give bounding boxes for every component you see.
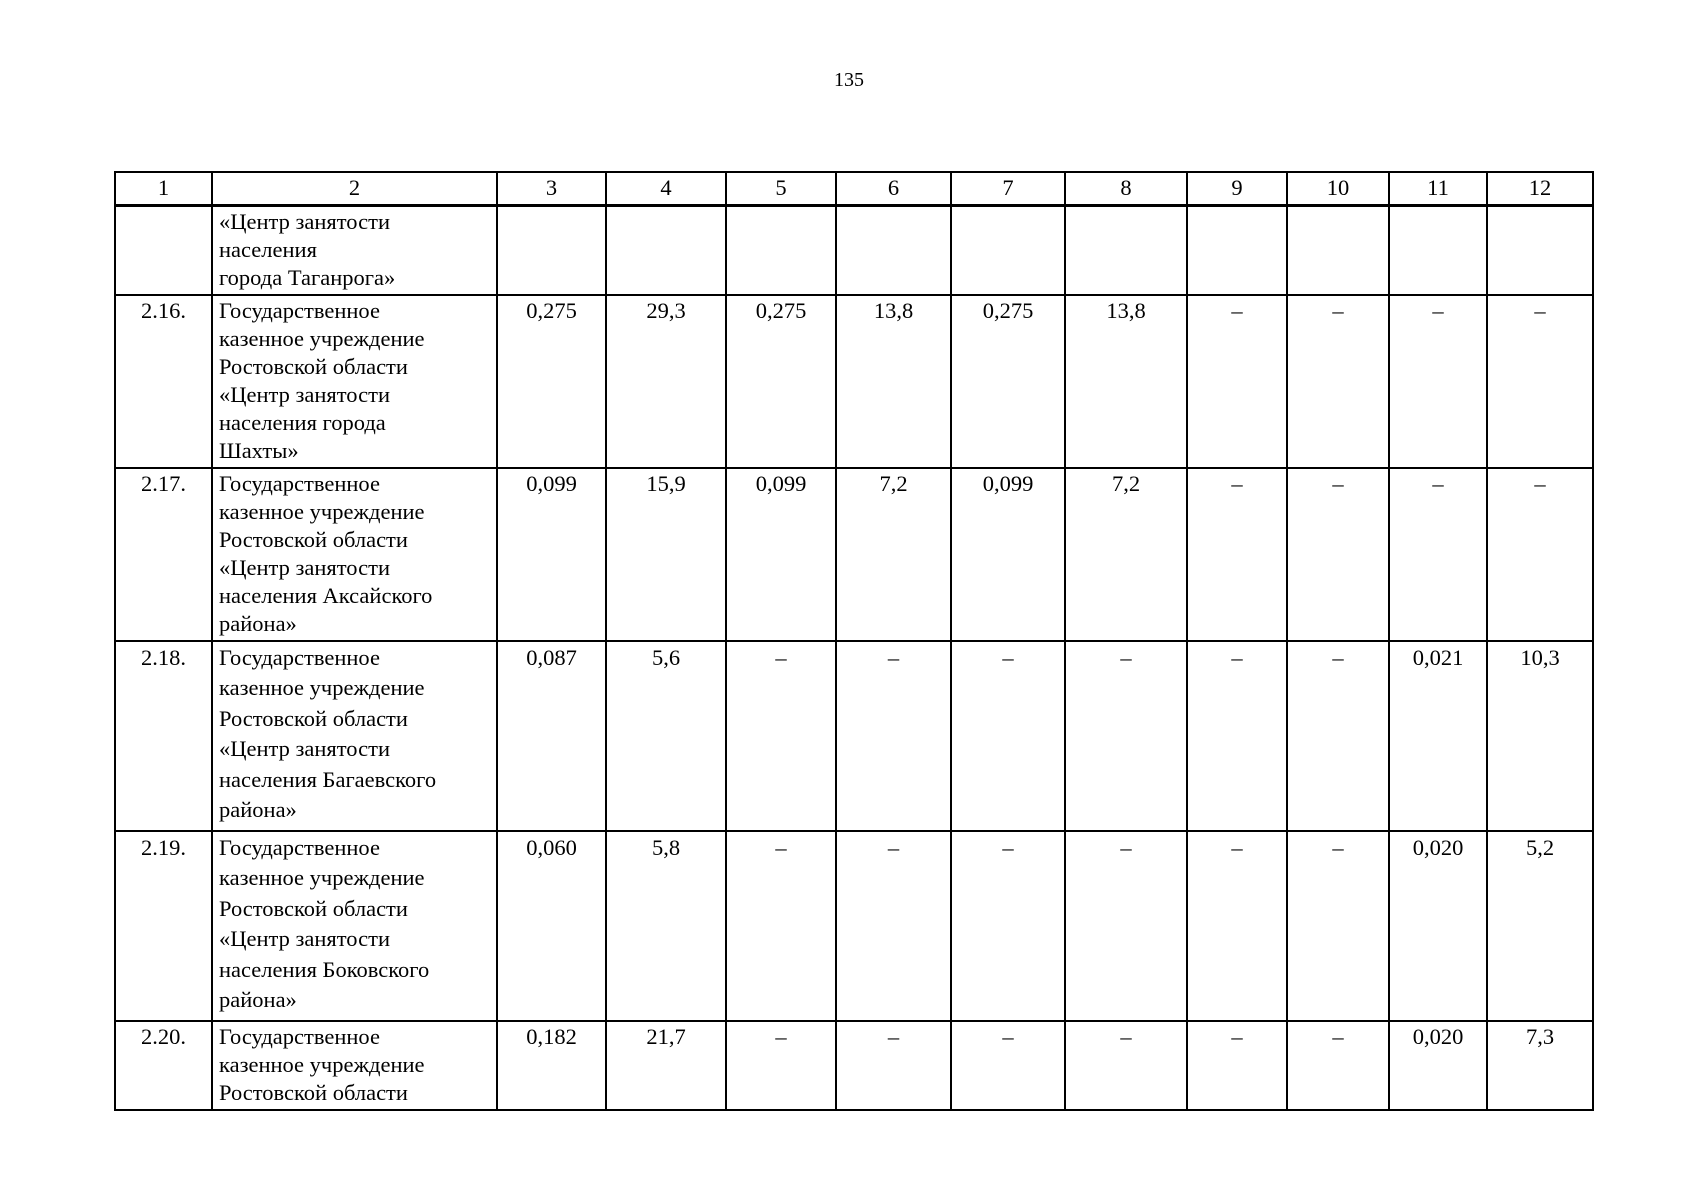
cell-col-8: 13,8: [1065, 295, 1187, 468]
column-number-row: [115, 172, 1593, 206]
cell-col-12: –: [1487, 468, 1593, 641]
column-header-4: 4: [606, 172, 726, 206]
cell-col-4: 21,7: [606, 1021, 726, 1110]
cell-col-3: 0,182: [497, 1021, 606, 1110]
column-header-2: 2: [212, 172, 497, 206]
column-header-8: 8: [1065, 172, 1187, 206]
cell-col-9: –: [1187, 641, 1287, 831]
cell-col-4: 15,9: [606, 468, 726, 641]
cell-col-8: –: [1065, 641, 1187, 831]
cell-col-3: 0,060: [497, 831, 606, 1021]
table-row: [115, 295, 1593, 468]
cell-col-11: 0,020: [1389, 831, 1487, 1021]
cell-col-7: –: [951, 831, 1065, 1021]
cell-col-12: 10,3: [1487, 641, 1593, 831]
table-row: [115, 831, 1593, 1021]
cell-col-5: 0,099: [726, 468, 836, 641]
cell-col-4: 5,6: [606, 641, 726, 831]
table-header: [115, 172, 1593, 206]
cell-col-10: –: [1287, 641, 1389, 831]
data-table: [114, 171, 1594, 1111]
cell-col-10: –: [1287, 468, 1389, 641]
column-header-9: 9: [1187, 172, 1287, 206]
column-header-10: 10: [1287, 172, 1389, 206]
column-header-5: 5: [726, 172, 836, 206]
cell-col-6: [836, 206, 951, 295]
cell-col-7: [951, 206, 1065, 295]
cell-col-3: 0,099: [497, 468, 606, 641]
cell-col-7: –: [951, 1021, 1065, 1110]
row-number: [115, 206, 212, 295]
cell-col-5: [726, 206, 836, 295]
table-row: [115, 468, 1593, 641]
row-number: 2.19.: [115, 831, 212, 1021]
cell-col-9: –: [1187, 468, 1287, 641]
cell-col-5: 0,275: [726, 295, 836, 468]
cell-col-12: 7,3: [1487, 1021, 1593, 1110]
cell-col-12: 5,2: [1487, 831, 1593, 1021]
cell-col-6: –: [836, 831, 951, 1021]
institution-name: Государственное казенное учреждение Ростовской области «Центр занятости населения Багаевского района»: [212, 641, 497, 831]
cell-col-5: –: [726, 1021, 836, 1110]
cell-col-11: –: [1389, 295, 1487, 468]
cell-col-6: –: [836, 1021, 951, 1110]
column-header-1: 1: [115, 172, 212, 206]
column-header-11: 11: [1389, 172, 1487, 206]
row-number: 2.18.: [115, 641, 212, 831]
cell-col-6: 13,8: [836, 295, 951, 468]
cell-col-5: –: [726, 831, 836, 1021]
table-row: [115, 1021, 1593, 1110]
cell-col-11: –: [1389, 468, 1487, 641]
cell-col-10: [1287, 206, 1389, 295]
column-header-7: 7: [951, 172, 1065, 206]
column-header-12: 12: [1487, 172, 1593, 206]
column-header-3: 3: [497, 172, 606, 206]
cell-col-3: 0,275: [497, 295, 606, 468]
cell-col-4: [606, 206, 726, 295]
cell-col-12: [1487, 206, 1593, 295]
cell-col-5: –: [726, 641, 836, 831]
cell-col-11: [1389, 206, 1487, 295]
row-number: 2.20.: [115, 1021, 212, 1110]
cell-col-10: –: [1287, 831, 1389, 1021]
cell-col-4: 29,3: [606, 295, 726, 468]
cell-col-7: 0,275: [951, 295, 1065, 468]
cell-col-6: 7,2: [836, 468, 951, 641]
cell-col-3: 0,087: [497, 641, 606, 831]
cell-col-9: [1187, 206, 1287, 295]
cell-col-8: –: [1065, 831, 1187, 1021]
cell-col-11: 0,020: [1389, 1021, 1487, 1110]
cell-col-6: –: [836, 641, 951, 831]
cell-col-8: 7,2: [1065, 468, 1187, 641]
cell-col-12: –: [1487, 295, 1593, 468]
institution-name: Государственное казенное учреждение Ростовской области: [212, 1021, 497, 1110]
cell-col-10: –: [1287, 1021, 1389, 1110]
institution-name: «Центр занятости населения города Таганрога»: [212, 206, 497, 295]
institution-name: Государственное казенное учреждение Ростовской области «Центр занятости населения города Шахты»: [212, 295, 497, 468]
page-number: 135: [834, 69, 864, 91]
table-row: [115, 641, 1593, 831]
cell-col-4: 5,8: [606, 831, 726, 1021]
cell-col-8: –: [1065, 1021, 1187, 1110]
column-header-6: 6: [836, 172, 951, 206]
cell-col-7: –: [951, 641, 1065, 831]
cell-col-9: –: [1187, 831, 1287, 1021]
cell-col-10: –: [1287, 295, 1389, 468]
institution-name: Государственное казенное учреждение Ростовской области «Центр занятости населения Боковского района»: [212, 831, 497, 1021]
cell-col-7: 0,099: [951, 468, 1065, 641]
table-row: [115, 206, 1593, 295]
cell-col-8: [1065, 206, 1187, 295]
row-number: 2.16.: [115, 295, 212, 468]
institution-name: Государственное казенное учреждение Ростовской области «Центр занятости населения Аксайского района»: [212, 468, 497, 641]
row-number: 2.17.: [115, 468, 212, 641]
cell-col-11: 0,021: [1389, 641, 1487, 831]
cell-col-9: –: [1187, 295, 1287, 468]
cell-col-9: –: [1187, 1021, 1287, 1110]
table-body: [115, 206, 1593, 1110]
cell-col-3: [497, 206, 606, 295]
